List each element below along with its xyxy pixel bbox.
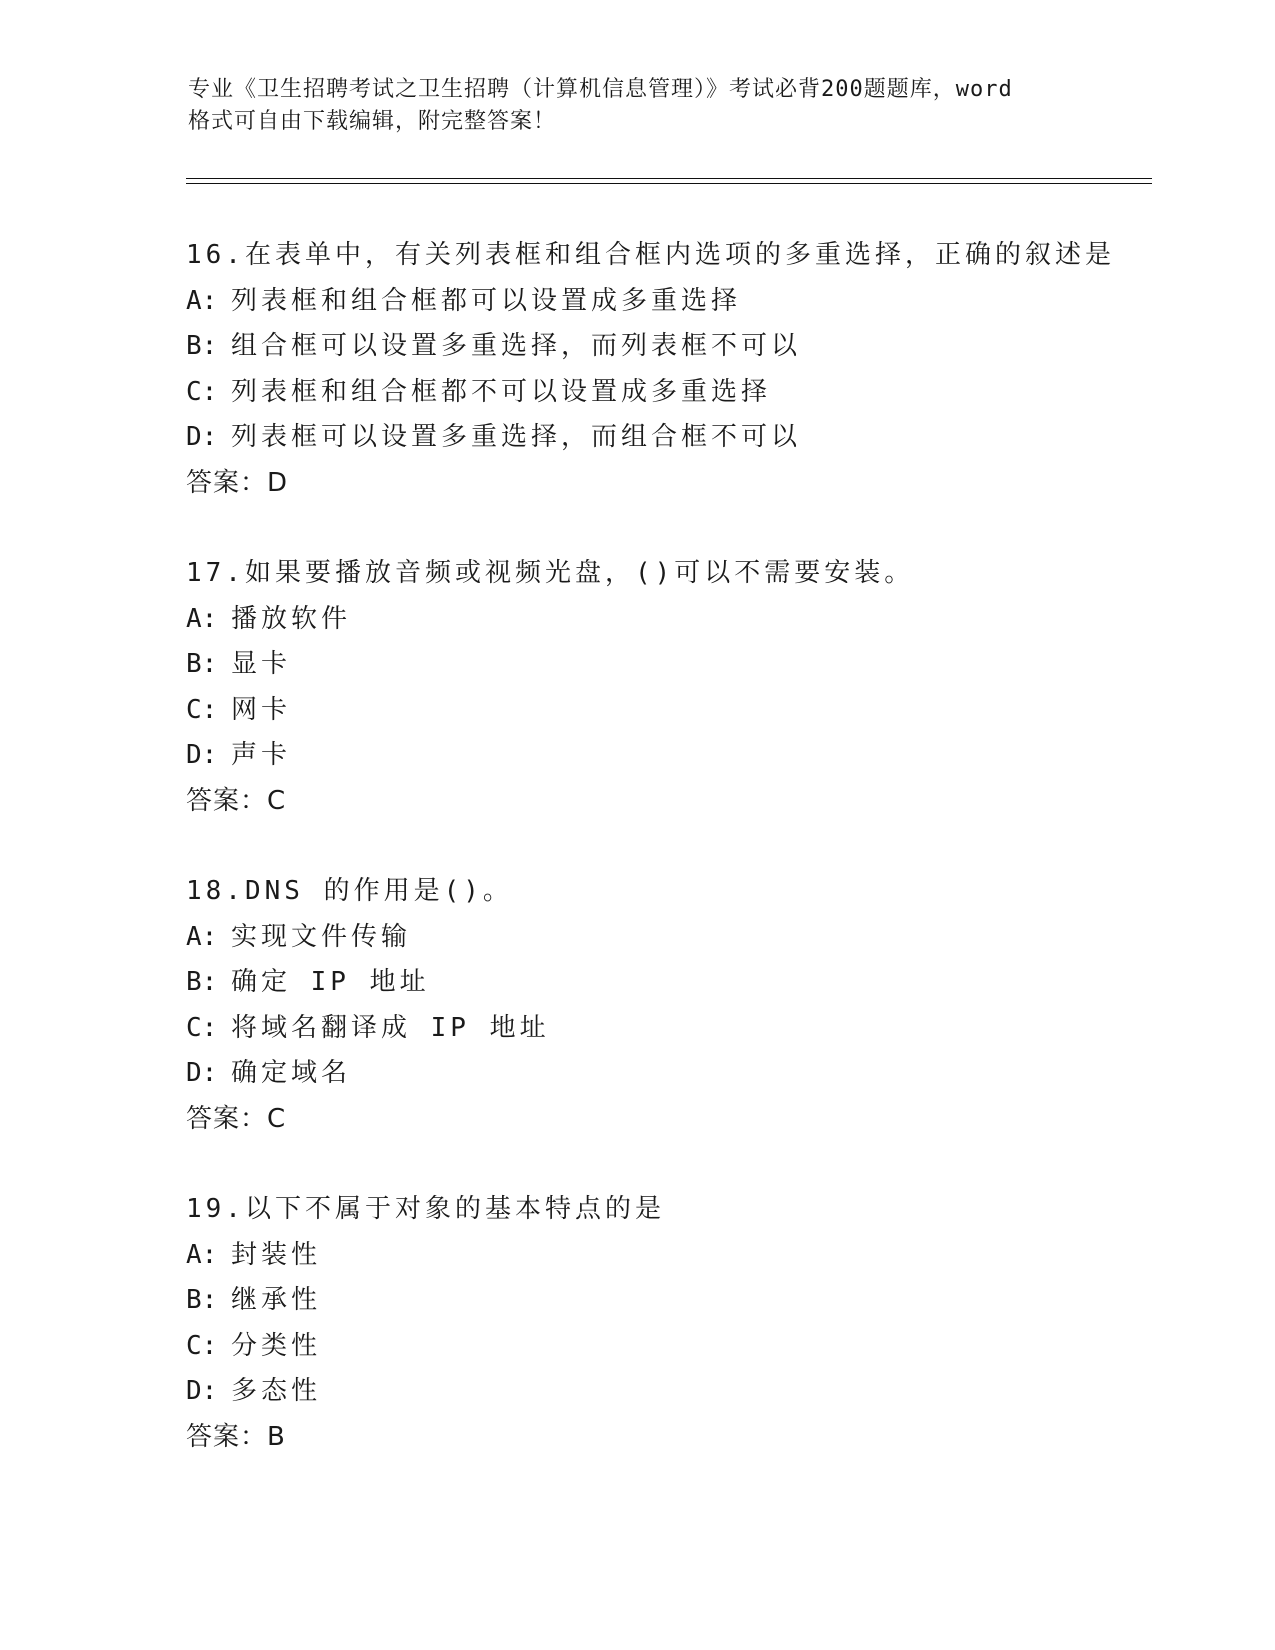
option-letter: C:: [186, 1330, 218, 1361]
answer-label: 答案：C: [186, 785, 287, 816]
option-letter: B:: [186, 331, 218, 361]
option-letter: D:: [186, 422, 218, 452]
option-letter: A:: [186, 921, 218, 952]
option-letter: D:: [186, 1376, 218, 1406]
question-18: [186, 869, 1186, 1142]
answer-label: 答案：B: [186, 1421, 286, 1452]
option-letter: B:: [186, 1285, 218, 1315]
option-text: 确定域名: [231, 1058, 352, 1088]
option-a: [186, 1233, 1186, 1279]
option-letter: C:: [186, 1012, 218, 1043]
option-c: [186, 1324, 1186, 1370]
option-c: [186, 1006, 1186, 1052]
option-text: 组合框可以设置多重选择，而列表框不可以: [231, 331, 802, 361]
option-letter: D:: [186, 740, 218, 770]
option-b: [186, 642, 1186, 688]
option-text: 播放软件: [231, 603, 352, 634]
header-divider-top: [186, 178, 1152, 179]
option-c: [186, 370, 1186, 416]
header-divider-bottom: [186, 183, 1152, 184]
option-d: [186, 733, 1186, 779]
answer-label: 答案：D: [186, 467, 289, 498]
option-text: 封装性: [231, 1239, 322, 1270]
option-letter: B:: [186, 649, 218, 679]
option-text: 继承性: [231, 1285, 322, 1315]
header-line-1: 专业《卫生招聘考试之卫生招聘（计算机信息管理）》考试必背200题题库，word: [188, 77, 1013, 102]
option-d: [186, 415, 1186, 461]
header-line-2: 格式可自由下载编辑，附完整答案！: [188, 109, 557, 134]
question-stem: 17.如果要播放音频或视频光盘，()可以不需要安装。: [186, 558, 915, 588]
option-letter: C:: [186, 376, 218, 407]
option-letter: A:: [186, 1239, 218, 1270]
option-letter: D:: [186, 1058, 218, 1088]
answer-label: 答案：C: [186, 1103, 287, 1134]
question-16: [186, 233, 1186, 506]
option-a: [186, 597, 1186, 643]
option-b: [186, 960, 1186, 1006]
option-text: 多态性: [231, 1376, 322, 1406]
option-b: [186, 1278, 1186, 1324]
question-stem: 16.在表单中，有关列表框和组合框内选项的多重选择，正确的叙述是: [186, 240, 1115, 270]
option-letter: A:: [186, 285, 218, 316]
option-text: 将域名翻译成 IP 地址: [231, 1012, 550, 1043]
option-text: 网卡: [231, 694, 292, 725]
option-a: [186, 279, 1186, 325]
option-letter: B:: [186, 967, 218, 997]
option-text: 声卡: [231, 740, 292, 770]
document-header: [188, 74, 1088, 138]
question-stem: 19.以下不属于对象的基本特点的是: [186, 1194, 665, 1224]
question-stem: 18.DNS 的作用是()。: [186, 876, 513, 906]
option-text: 确定 IP 地址: [231, 967, 430, 997]
option-c: [186, 688, 1186, 734]
option-text: 显卡: [231, 649, 292, 679]
option-d: [186, 1369, 1186, 1415]
option-text: 列表框可以设置多重选择，而组合框不可以: [231, 422, 802, 452]
option-text: 列表框和组合框都不可以设置成多重选择: [231, 376, 772, 407]
question-19: [186, 1187, 1186, 1460]
option-text: 分类性: [231, 1330, 322, 1361]
option-text: 列表框和组合框都可以设置成多重选择: [231, 285, 742, 316]
option-letter: C:: [186, 694, 218, 725]
option-d: [186, 1051, 1186, 1097]
option-text: 实现文件传输: [231, 921, 412, 952]
option-b: [186, 324, 1186, 370]
option-letter: A:: [186, 603, 218, 634]
option-a: [186, 915, 1186, 961]
question-17: [186, 551, 1186, 824]
